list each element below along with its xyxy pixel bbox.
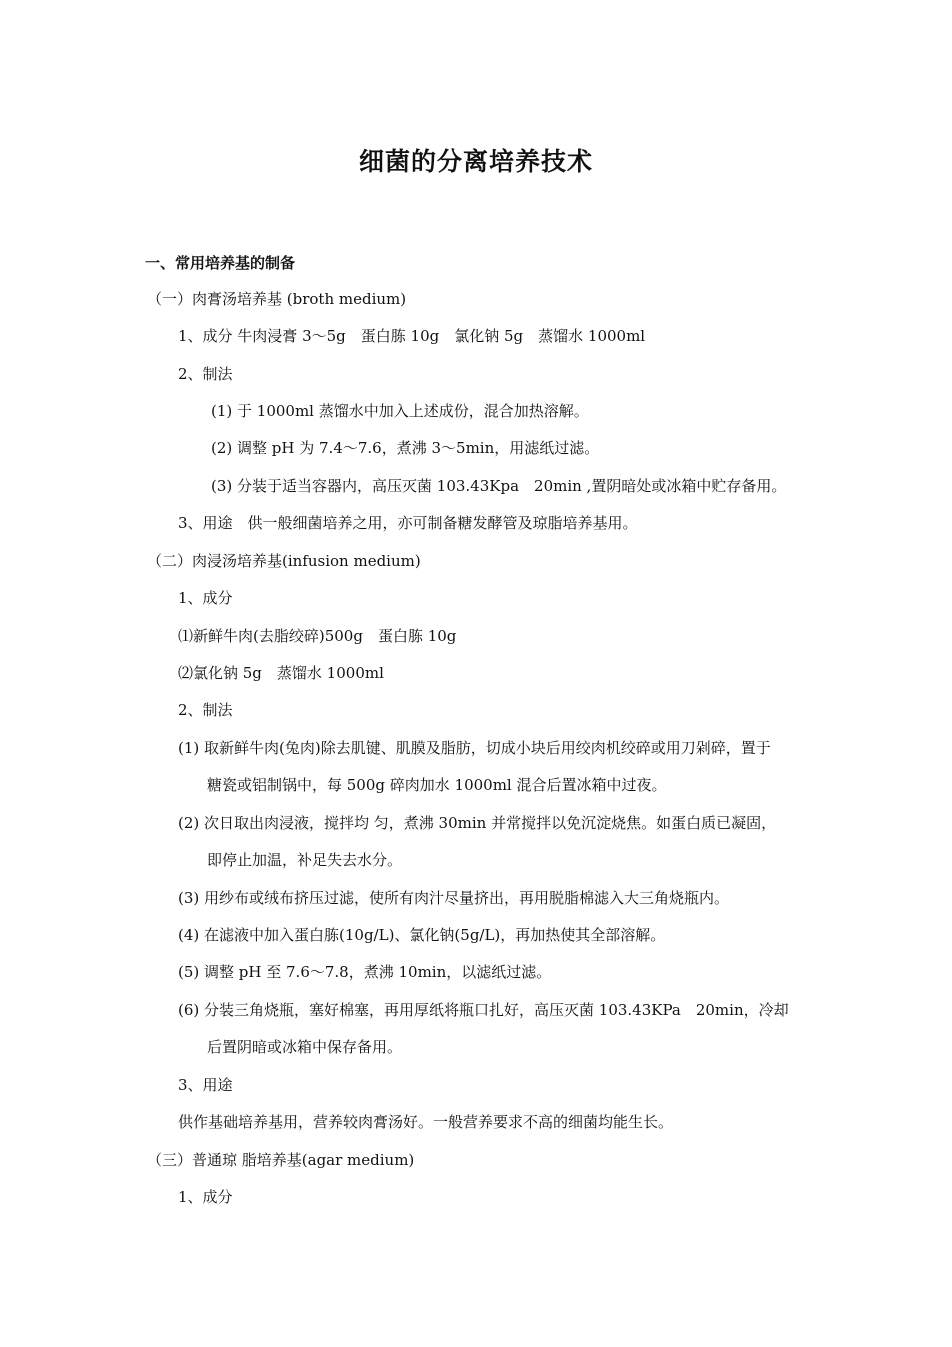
step-6-continued: 后置阴暗或冰箱中保存备用。 [207, 1038, 403, 1056]
subsection-heading-3: （三）普通琼 脂培养基(agar medium) [147, 1151, 415, 1169]
step-2-continued: 即停止加温，补足失去水分。 [207, 851, 403, 869]
subsection-heading-2: （二）肉浸汤培养基(infusion medium) [147, 552, 421, 570]
step-1-continued: 糖瓷或铝制锅中，每 500g 碎肉加水 1000ml 混合后置冰箱中过夜。 [207, 776, 667, 794]
step-1: (1) 取新鲜牛肉(兔肉)除去肌键、肌膜及脂肪，切成小块后用绞肉机绞碎或用刀剁碎，置于 [178, 739, 771, 757]
step-1: (1) 于 1000ml 蒸馏水中加入上述成份，混合加热溶解。 [211, 402, 589, 420]
composition-heading: 1、成分 [178, 1188, 233, 1206]
step-2: (2) 次日取出肉浸液，搅拌均 匀，煮沸 30min 并常搅拌以免沉淀烧焦。如蛋白质已凝固， [178, 814, 777, 832]
section-heading: 一、常用培养基的制备 [145, 254, 296, 272]
use-heading: 3、用途 [178, 1076, 233, 1094]
step-6: (6) 分装三角烧瓶，塞好棉塞，再用厚纸将瓶口扎好，高压灭菌 103.43KPa 20min，冷却 [178, 1001, 789, 1019]
composition-heading: 1、成分 [178, 589, 233, 607]
composition-line: 1、成分 牛肉浸膏 3～5g 蛋白胨 10g 氯化钠 5g 蒸馏水 1000ml [178, 327, 646, 345]
composition-item-2: ⑵氯化钠 5g 蒸馏水 1000ml [178, 664, 384, 682]
step-3: (3) 分装于适当容器内，高压灭菌 103.43Kpa 20min ,置阴暗处或冰箱中贮存备用。 [211, 477, 787, 495]
use-line: 3、用途 供一般细菌培养之用，亦可制备糖发酵管及琼脂培养基用。 [178, 514, 638, 532]
use-text: 供作基础培养基用，营养较肉膏汤好。一般营养要求不高的细菌均能生长。 [178, 1113, 674, 1131]
subsection-heading-1: （一）肉膏汤培养基 (broth medium) [147, 290, 407, 308]
method-heading: 2、制法 [178, 365, 233, 383]
step-2: (2) 调整 pH 为 7.4～7.6，煮沸 3～5min，用滤纸过滤。 [211, 439, 600, 457]
step-4: (4) 在滤液中加入蛋白胨(10g/L)、氯化钠(5g/L)，再加热使其全部溶解。 [178, 926, 666, 944]
method-heading: 2、制法 [178, 701, 233, 719]
step-3: (3) 用纱布或绒布挤压过滤，使所有肉汁尽量挤出，再用脱脂棉滤入大三角烧瓶内。 [178, 889, 730, 907]
composition-item-1: ⑴新鲜牛肉(去脂绞碎)500g 蛋白胨 10g [178, 627, 457, 645]
step-5: (5) 调整 pH 至 7.6～7.8，煮沸 10min，以滤纸过滤。 [178, 963, 552, 981]
page-title: 细菌的分离培养技术 [358, 147, 593, 176]
